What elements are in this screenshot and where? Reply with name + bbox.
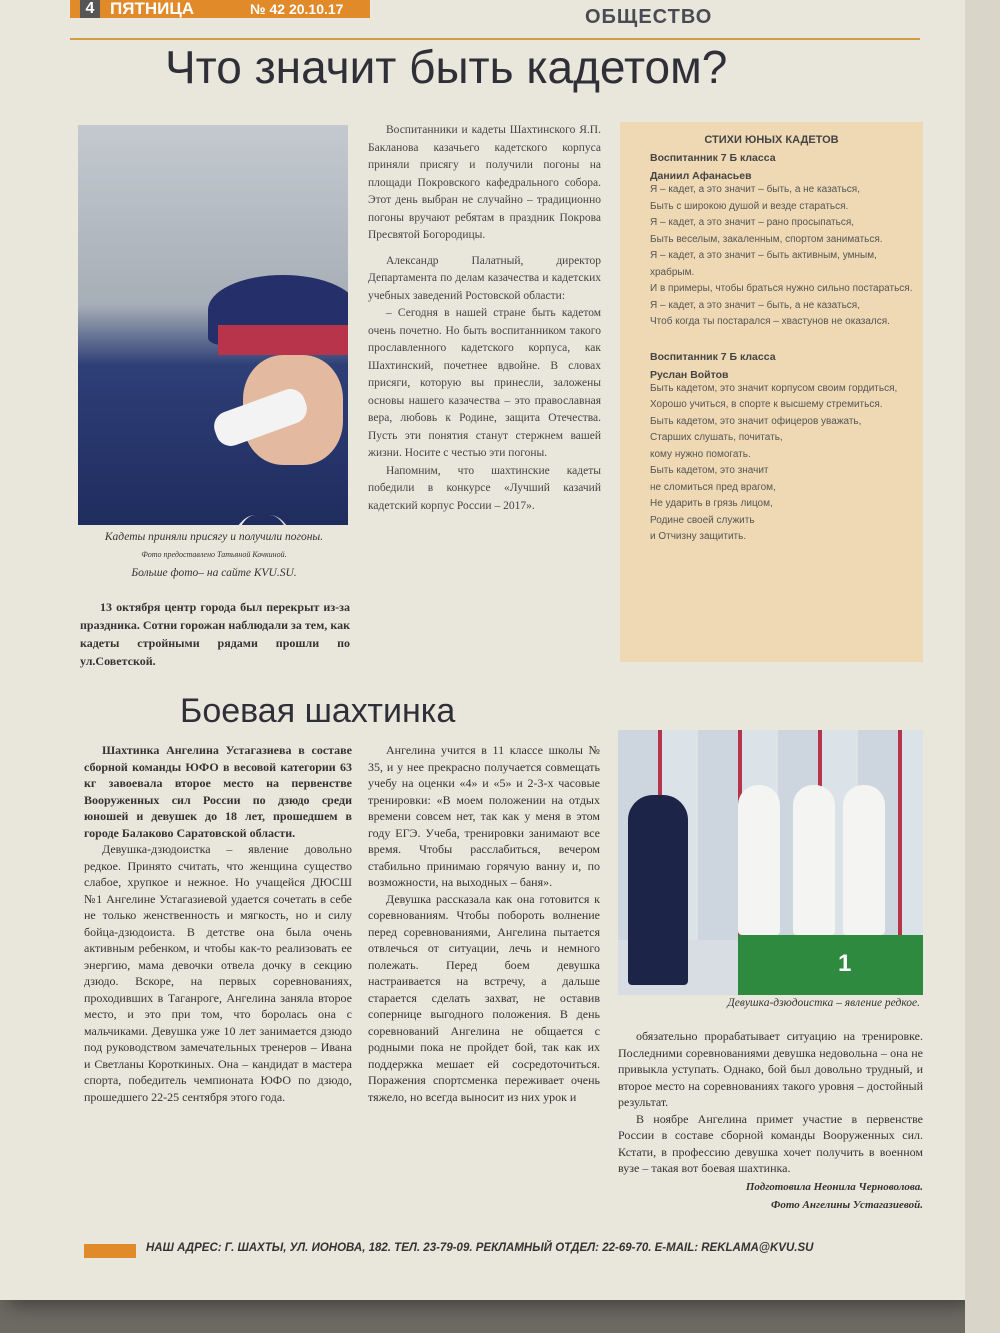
caption-line: Больше фото– на сайте KVU.SU. bbox=[131, 567, 297, 579]
poem-line: и Отчизну защитить. bbox=[650, 531, 747, 542]
article-body bbox=[84, 742, 352, 1105]
footer-contacts: НАШ АДРЕС: Г. ШАХТЫ, УЛ. ИОНОВА, 182. ТЕЛ. 23-79-09. РЕКЛАМНЫЙ ОТДЕЛ: 22-69-70. E-MAIL: REKLAMA@KVU.SU bbox=[146, 1242, 814, 1254]
poem-line: Быть с широкою душой и везде стараться. bbox=[650, 200, 849, 212]
podium-number: 1 bbox=[838, 950, 852, 977]
paragraph: В ноябре Ангелина примет участие в первенстве России в составе сборной команды Вооруженных сил. Кстати, в профессию девушка хочет получить в военном вузе – такая вот боевая шахтинка. bbox=[618, 1111, 923, 1175]
author-signature: Подготовила Неонила Черноволова. bbox=[745, 1180, 923, 1193]
article-title: Что значит быть кадетом? bbox=[165, 41, 728, 93]
paragraph: Девушка рассказала как она готовится к соревнованиям. Чтобы побороть волнение перед соревнованиями, Ангелина пытается отвлечься от ситуации, лечь и немного полежать. Перед боем девушка настраивается на встречу, а дальше старается сделать захват, не оставив сопернице выгодного положения. В день соревнований Ангелина не общается с родными пока не пройдет бой, так как их поддержка мешает ей сосредоточиться. Поражения спортсменка переживает очень тяжело, но всегда выносит из них урок и bbox=[368, 891, 600, 1104]
poem-author: Даниил Афанасьев bbox=[650, 170, 752, 182]
judo-photo bbox=[618, 730, 923, 995]
athlete-figure bbox=[793, 785, 835, 935]
paragraph: Напомним, что шахтинские кадеты победили в конкурсе «Лучший казачий кадетский корпус России – 2017». bbox=[368, 464, 601, 512]
athlete-figure bbox=[738, 785, 780, 935]
page-header-bar bbox=[70, 0, 370, 18]
poem2-lines bbox=[620, 381, 923, 546]
article-lead: 13 октября центр города был перекрыт из-за праздника. Сотни горожан наблюдали за тем, как кадеты стройными рядами прошли по ул.Советской. bbox=[80, 600, 350, 668]
article-lead: Шахтинка Ангелина Устагазиева в составе сборной команды ЮФО в весовой категории 63 кг завоевала второе место на первенстве Вооруженных сил России по дзюдо среди юношей и девушек до 18 лет, прошедшем в городе Балаково Саратовской области. bbox=[84, 743, 352, 840]
poem-line: Чтоб когда ты постарался – хвастунов не оказался. bbox=[650, 316, 890, 327]
poem-line: Быть кадетом, это значит офицеров уважать, bbox=[650, 415, 862, 427]
photo-caption: Девушка-дзюдоистка – явление редкое. bbox=[727, 997, 920, 1009]
paragraph: Ангелина учится в 11 классе школы № 35, и у нее прекрасно получается совмещать учебу на оценки «4» и «5» и 2-3-х часовые тренировки: «В моем положении на отдых времени совсем нет, так как у меня в этом году ЕГЭ. Учеба, тренировки занимают все время. Чтобы расслабиться, вечером стабильно принимаю горячую ванну и, по возможности, на выходных – баня». bbox=[368, 743, 600, 889]
issue-day: ПЯТНИЦА bbox=[110, 0, 195, 18]
poem-line: Я – кадет, а это значит – быть, а не казаться, bbox=[650, 299, 860, 311]
poem-line: Хорошо учиться, в спорте к высшему стремиться. bbox=[650, 399, 883, 410]
photo-caption bbox=[80, 528, 348, 582]
poem-line: Родине своей служить bbox=[650, 514, 755, 526]
poems-box bbox=[620, 122, 923, 662]
poem-line: кому нужно помогать. bbox=[650, 448, 751, 460]
poem-line: Быть веселым, закаленным, спортом заниматься. bbox=[650, 233, 883, 245]
podium bbox=[738, 935, 923, 995]
poem-line: Быть кадетом, это значит корпусом своим гордиться, bbox=[650, 382, 898, 394]
referee-figure bbox=[628, 795, 688, 985]
poem-line: Не ударить в грязь лицом, bbox=[650, 498, 773, 509]
caption-line: Кадеты приняли присягу и получили погоны. bbox=[104, 531, 324, 543]
athlete-figure bbox=[843, 785, 885, 935]
paragraph: Александр Палатный, директор Департамента по делам казачества и кадетских учебных заведений Ростовской области: bbox=[368, 254, 601, 302]
poem-line: Я – кадет, а это значит – быть, а не казаться, bbox=[650, 184, 860, 195]
poem-line: Старших слушать, почитать, bbox=[650, 432, 783, 443]
adjacent-page-edge bbox=[965, 0, 1000, 1333]
poem-line: Быть кадетом, это значит bbox=[650, 465, 769, 476]
page-number: 4 bbox=[80, 0, 100, 18]
poem-class: Воспитанник 7 Б класса bbox=[650, 152, 776, 164]
article-title: Боевая шахтинка bbox=[180, 692, 456, 730]
article-body bbox=[618, 1028, 923, 1214]
cap-band-shape bbox=[218, 325, 348, 355]
poem-author: Руслан Войтов bbox=[650, 368, 729, 381]
poem-line: не сломиться пред врагом, bbox=[650, 481, 776, 493]
photo-signature: Фото Ангелины Устагазиевой. bbox=[771, 1199, 923, 1211]
section-title: ОБЩЕСТВО bbox=[585, 6, 713, 28]
issue-date: № 42 20.10.17 bbox=[250, 1, 344, 17]
footer-bar bbox=[84, 1244, 136, 1258]
photo-credit: Фото предоставлено Татьяной Кочкиной. bbox=[141, 550, 287, 559]
cadet-photo bbox=[78, 125, 348, 525]
paragraph: Воспитанники и кадеты Шахтинского Я.П. Бакланова казачьего кадетского корпуса приняли присягу и получили погоны на площади Покровского кафедрального собора. Этот день выбран не случайно – традиционно погоны вручают ребятам в праздник Покрова Пресвятой Богородицы. bbox=[368, 124, 601, 241]
poem-class: Воспитанник 7 Б класса bbox=[650, 350, 776, 363]
article-body bbox=[368, 742, 600, 1105]
poems-title: СТИХИ ЮНЫХ КАДЕТОВ bbox=[704, 134, 839, 146]
article-body bbox=[368, 122, 601, 515]
poem1-lines bbox=[620, 182, 923, 331]
footer bbox=[84, 1240, 919, 1262]
poem-line: Я – кадет, а это значит – рано просыпаться, bbox=[650, 217, 855, 228]
cord-shape bbox=[228, 515, 297, 525]
poem-line: Я – кадет, а это значит – быть активным, умным, храбрым. bbox=[650, 250, 877, 278]
paragraph: Девушка-дзюдоистка – явление довольно редкое. Принято считать, что женщина существо слабое, хрупкое и нежное. Но учащейся ДЮСШ №1 Ангелине Устагазиевой удается сочетать в себе не только женственность и мягкость, но и силу бойца-дзюдоиста. В детстве она была очень активным ребенком, и чтобы как-то реализовать ее энергию, мама девочки отвела дочку в секцию дзюдо. Вскоре, на первых соревнованиях, проходивших в Таганроге, Ангелина заняла второе место, и это при том, что боролась она с мальчиками. Девушка уже 10 лет занимается дзюдо под руководством замечательных тренеров – Ивана и Светланы Короткиных. Она – кандидат в мастера спорта, победитель чемпионата ЮФО по дзюдо, прошедшего 22-25 сентября этого года. bbox=[84, 842, 352, 1104]
paragraph: – Сегодня в нашей стране быть кадетом очень почетно. Но быть воспитанником такого прославленного кадетского корпуса, как Шахтинский, почетнее вдвойне. В словах присяги, которую вы принесли, заложены основы нашего казачества – это православная вера, любовь к Родине, защита Отечества. Пусть эти понятия станут стержнем вашей жизни. Носите с честью эти погоны. bbox=[368, 307, 601, 459]
poem-line: И в примеры, чтобы браться нужно сильно постараться. bbox=[650, 283, 913, 294]
paragraph: обязательно прорабатывает ситуацию на тренировке. Последними соревнованиями девушка недовольна – она не привыкла уступать. Однако, бой был довольно трудный, и второе место на соревнованиях такого уровня – достойный результат. bbox=[618, 1029, 923, 1109]
